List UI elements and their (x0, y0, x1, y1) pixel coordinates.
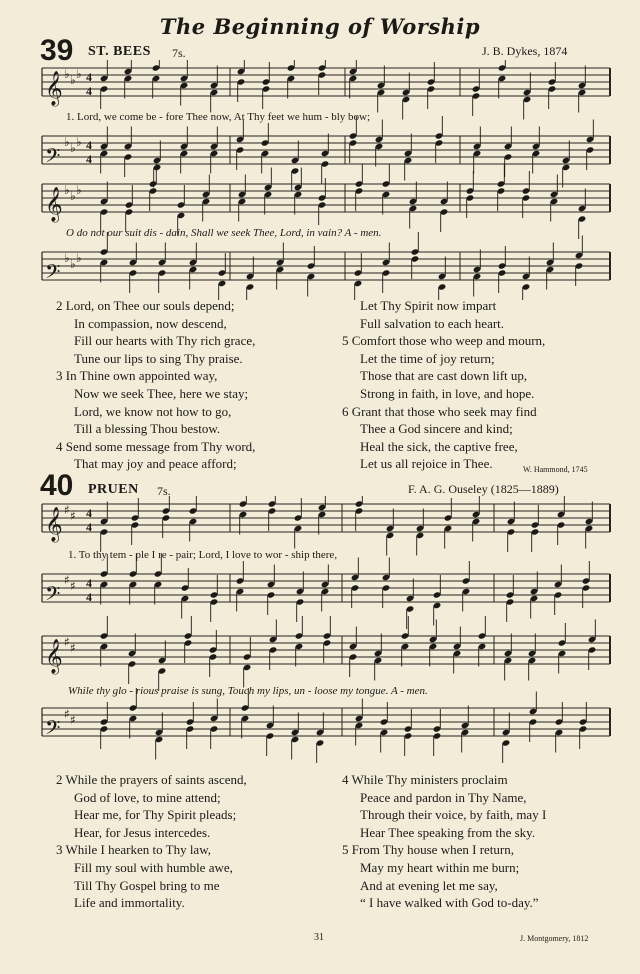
verse-line: Lord, we know not how to go, (74, 403, 232, 419)
hymn-number: 40 (40, 469, 74, 502)
author-credit: J. Montgomery, 1812 (520, 934, 589, 943)
svg-text:𝄢: 𝄢 (45, 716, 61, 744)
verse-line: Peace and pardon in Thy Name, (360, 789, 527, 805)
verse-line: 5 Comfort those who weep and mourn, (342, 333, 546, 349)
svg-text:𝄢: 𝄢 (45, 260, 61, 288)
verse (56, 771, 247, 841)
verse-line: Let us all rejoice in Thee. (360, 456, 493, 472)
svg-text:♭: ♭ (64, 67, 70, 81)
verse-line: 2 While the prayers of saints ascend, (56, 772, 247, 787)
staff (42, 496, 610, 556)
verse-line: Hear Thee speaking from the sky. (360, 824, 536, 840)
verse-line: May my heart within me burn; (360, 859, 520, 875)
svg-text:♭: ♭ (76, 251, 82, 265)
lyric-line: 1. To thy tem - ple I re - pair; Lord, I love to wor - ship there, (68, 549, 338, 561)
verse (342, 771, 546, 841)
verse (56, 367, 255, 437)
verse-line: 4 Send some message from Thy word, (56, 438, 256, 454)
svg-text:4: 4 (86, 138, 92, 152)
verse (342, 841, 546, 911)
composer: F. A. G. Ouseley (1825—1889) (408, 482, 559, 496)
lyric-line: 1. Lord, we come be - fore Thee now, At Thy feet we hum - bly bow; (66, 111, 371, 123)
verse-line: Till Thy Gospel bring to me (74, 877, 220, 893)
svg-text:4: 4 (86, 84, 92, 98)
author-credit: W. Hammond, 1745 (523, 465, 588, 474)
svg-text:♭: ♭ (64, 135, 70, 149)
page-title: The Beginning of Worship (159, 14, 481, 39)
svg-text:𝄞: 𝄞 (45, 507, 63, 542)
verse-line: 2 Lord, on Thee our souls depend; (56, 298, 235, 313)
verse-line: And at evening let me say, (360, 877, 498, 893)
svg-text:𝄢: 𝄢 (45, 582, 61, 610)
lyric-line: While thy glo - rious praise is sung, Touch my lips, un - loose my tongue. A - men. (68, 685, 428, 697)
verse-line: 6 Grant that those who seek may find (342, 403, 537, 419)
staff (42, 616, 610, 691)
svg-text:♭: ♭ (64, 251, 70, 265)
verse-column-left (56, 771, 247, 912)
svg-text:4: 4 (86, 520, 92, 534)
verse-line: Till a blessing Thou bestow. (74, 421, 221, 437)
verse-line: That may joy and peace afford; (74, 456, 237, 472)
tune-name: ST. BEES (88, 44, 151, 59)
svg-text:♭: ♭ (76, 183, 82, 197)
svg-text:♭: ♭ (76, 67, 82, 81)
verse-line: 3 In Thine own appointed way, (56, 368, 218, 384)
verse-line: Those that are cast down lift up, (360, 368, 528, 384)
svg-text:4: 4 (86, 590, 92, 604)
verse-line: Thee a God sincere and kind; (360, 421, 513, 437)
verse-line: God of love, to mine attend; (74, 789, 221, 805)
composer: J. B. Dykes, 1874 (482, 44, 568, 58)
verse-line: Heal the sick, the captive free, (360, 438, 518, 454)
verse-column-right (342, 771, 546, 912)
svg-text:♭: ♭ (64, 183, 70, 197)
page-number: 31 (314, 932, 324, 943)
svg-text:♯: ♯ (64, 573, 70, 587)
verse-line: Hear, for Jesus intercedes. (74, 824, 211, 840)
svg-text:4: 4 (86, 506, 92, 520)
verse-line: Tune our lips to sing Thy praise. (74, 350, 243, 366)
verse-column-left (56, 297, 255, 473)
verse (342, 332, 545, 402)
svg-text:𝄢: 𝄢 (45, 144, 61, 172)
music-score (0, 496, 640, 768)
verse-line: In compassion, now descend, (74, 315, 227, 331)
verse-line: Hear me, for Thy Spirit pleads; (74, 807, 237, 823)
meter: 7s. (172, 46, 186, 60)
svg-text:♯: ♯ (64, 635, 70, 649)
staff (42, 554, 610, 629)
svg-text:♯: ♯ (64, 503, 70, 517)
staff (42, 116, 610, 191)
hymn-number: 39 (40, 34, 74, 67)
music-score (0, 60, 640, 300)
verse-line: Let Thy Spirit now impart (360, 298, 497, 313)
verse (56, 438, 255, 473)
tune-name: PRUEN (88, 482, 139, 497)
svg-text:♯: ♯ (70, 509, 76, 523)
svg-text:4: 4 (86, 576, 92, 590)
svg-text:4: 4 (86, 70, 92, 84)
svg-text:♯: ♯ (64, 707, 70, 721)
verse-line: 5 From Thy house when I return, (342, 842, 514, 858)
svg-text:♯: ♯ (70, 579, 76, 593)
staff (42, 688, 610, 763)
verse-line: Fill my soul with humble awe, (74, 859, 233, 875)
staff (42, 232, 610, 300)
verse-line: “ I have walked with God to-day.” (360, 895, 539, 911)
verse-line: 3 While I hearken to Thy law, (56, 842, 211, 858)
verse-line: Strong in faith, in love, and hope. (360, 385, 535, 401)
svg-text:♭: ♭ (70, 73, 76, 87)
svg-text:♭: ♭ (76, 135, 82, 149)
verse-line: Life and immortality. (74, 895, 185, 911)
svg-text:♭: ♭ (70, 257, 76, 271)
verse-line: 4 While Thy ministers proclaim (342, 772, 508, 787)
verse-column-right (342, 297, 545, 473)
verse-line: Now we seek Thee, here we stay; (74, 385, 249, 401)
svg-text:4: 4 (86, 152, 92, 166)
svg-text:𝄞: 𝄞 (45, 71, 63, 106)
meter: 7s. (157, 484, 171, 498)
verse (342, 297, 545, 332)
verse-line: Fill our hearts with Thy rich grace, (74, 333, 256, 349)
verse (342, 403, 545, 473)
verse-line: Let the time of joy return; (360, 350, 495, 366)
lyric-line: O do not our suit dis - dain, Shall we seek Thee, Lord, in vain? A - men. (66, 227, 382, 239)
svg-text:𝄞: 𝄞 (45, 639, 63, 674)
svg-text:𝄞: 𝄞 (45, 187, 63, 222)
verse (56, 841, 247, 911)
svg-text:♭: ♭ (70, 141, 76, 155)
svg-text:♯: ♯ (70, 713, 76, 727)
svg-text:♭: ♭ (70, 189, 76, 203)
verse-line: Full salvation to each heart. (360, 315, 505, 331)
verse (56, 297, 255, 367)
svg-text:♯: ♯ (70, 641, 76, 655)
verse-line: Through their voice, by faith, may I (360, 807, 547, 823)
